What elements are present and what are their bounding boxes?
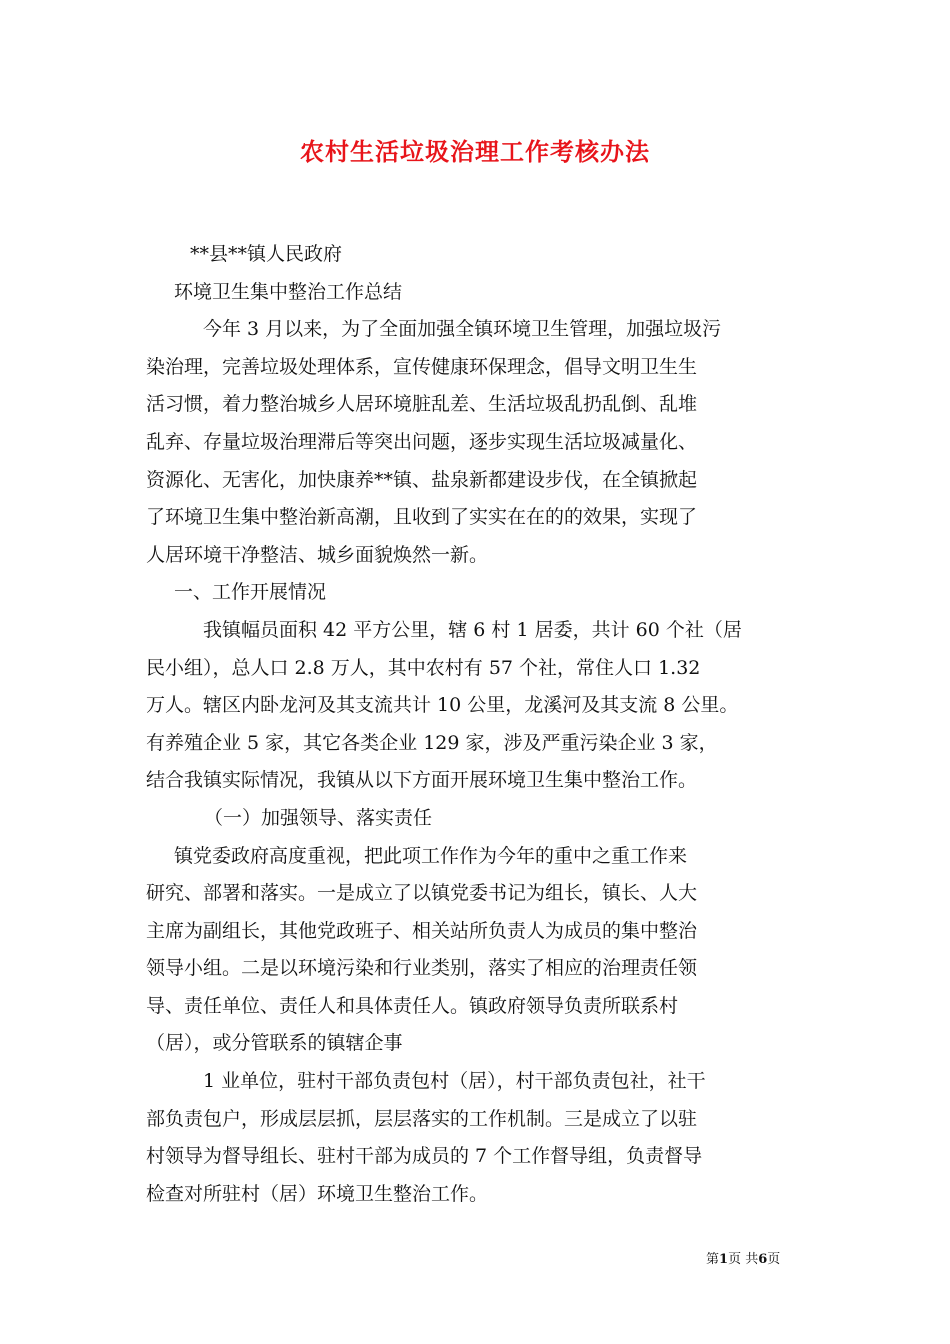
body-line: 今年 3 月以来，为了全面加强全镇环境卫生管理，加强垃圾污 <box>203 318 722 341</box>
body-line: 领导小组。二是以环境污染和行业类别，落实了相应的治理责任领 <box>146 957 698 980</box>
body-line: 染治理，完善垃圾处理体系，宣传健康环保理念，倡导文明卫生生 <box>146 355 698 378</box>
body-line: 人居环境干净整洁、城乡面貌焕然一新。 <box>146 543 489 566</box>
body-line: 了环境卫生集中整治新高潮，且收到了实实在在的的效果，实现了 <box>146 506 698 529</box>
body-line: 镇党委政府高度重视，把此项工作作为今年的重中之重工作来 <box>174 844 688 867</box>
body-line: 部负责包户，形成层层抓，层层落实的工作机制。三是成立了以驻 <box>146 1107 698 1130</box>
body-line: 导、责任单位、责任人和具体责任人。镇政府领导负责所联系村 <box>146 994 679 1017</box>
body-line: 一、工作开展情况 <box>174 581 327 604</box>
footer-middle: 页 共 <box>728 1252 759 1267</box>
footer-total-pages: 6 <box>758 1252 768 1267</box>
body-line: 乱弃、存量垃圾治理滞后等突出问题，逐步实现生活垃圾减量化、 <box>146 430 698 453</box>
body-line: （居），或分管联系的镇辖企事 <box>146 1032 403 1055</box>
body-line: 研究、部署和落实。一是成立了以镇党委书记为组长，镇长、人大 <box>146 882 698 905</box>
body-line: 资源化、无害化，加快康养**镇、盐泉新都建设步伐，在全镇掀起 <box>146 468 698 491</box>
document-title: 农村生活垃圾治理工作考核办法 <box>300 137 650 166</box>
body-line: 主席为副组长，其他党政班子、相关站所负责人为成员的集中整治 <box>146 919 698 942</box>
body-line: 环境卫生集中整治工作总结 <box>174 280 403 303</box>
body-line: 村领导为督导组长、驻村干部为成员的 7 个工作督导组，负责督导 <box>146 1145 703 1168</box>
footer-prefix: 第 <box>706 1252 720 1267</box>
body-line: 我镇幅员面积 42 平方公里，辖 6 村 1 居委，共计 60 个社（居 <box>203 618 742 641</box>
document-body <box>146 236 810 1213</box>
body-line: 结合我镇实际情况，我镇从以下方面开展环境卫生集中整治工作。 <box>146 769 698 792</box>
footer-suffix: 页 <box>767 1252 781 1267</box>
body-line: **县**镇人民政府 <box>190 243 343 265</box>
body-line: 民小组），总人口 2.8 万人，其中农村有 57 个社，常住人口 1.32 <box>146 656 701 679</box>
body-line: （一）加强领导、落实责任 <box>204 806 433 829</box>
page-footer <box>706 1248 780 1267</box>
footer-current-page: 1 <box>719 1252 729 1267</box>
body-line: 1 业单位，驻村干部负责包村（居），村干部负责包社，社干 <box>203 1070 706 1093</box>
body-line: 检查对所驻村（居）环境卫生整治工作。 <box>146 1182 489 1205</box>
body-line: 有养殖企业 5 家，其它各类企业 129 家，涉及严重污染企业 3 家， <box>146 731 718 754</box>
body-line: 活习惯，着力整治城乡人居环境脏乱差、生活垃圾乱扔乱倒、乱堆 <box>146 393 698 416</box>
body-line: 万人。辖区内卧龙河及其支流共计 10 公里，龙溪河及其支流 8 公里。 <box>146 694 739 717</box>
